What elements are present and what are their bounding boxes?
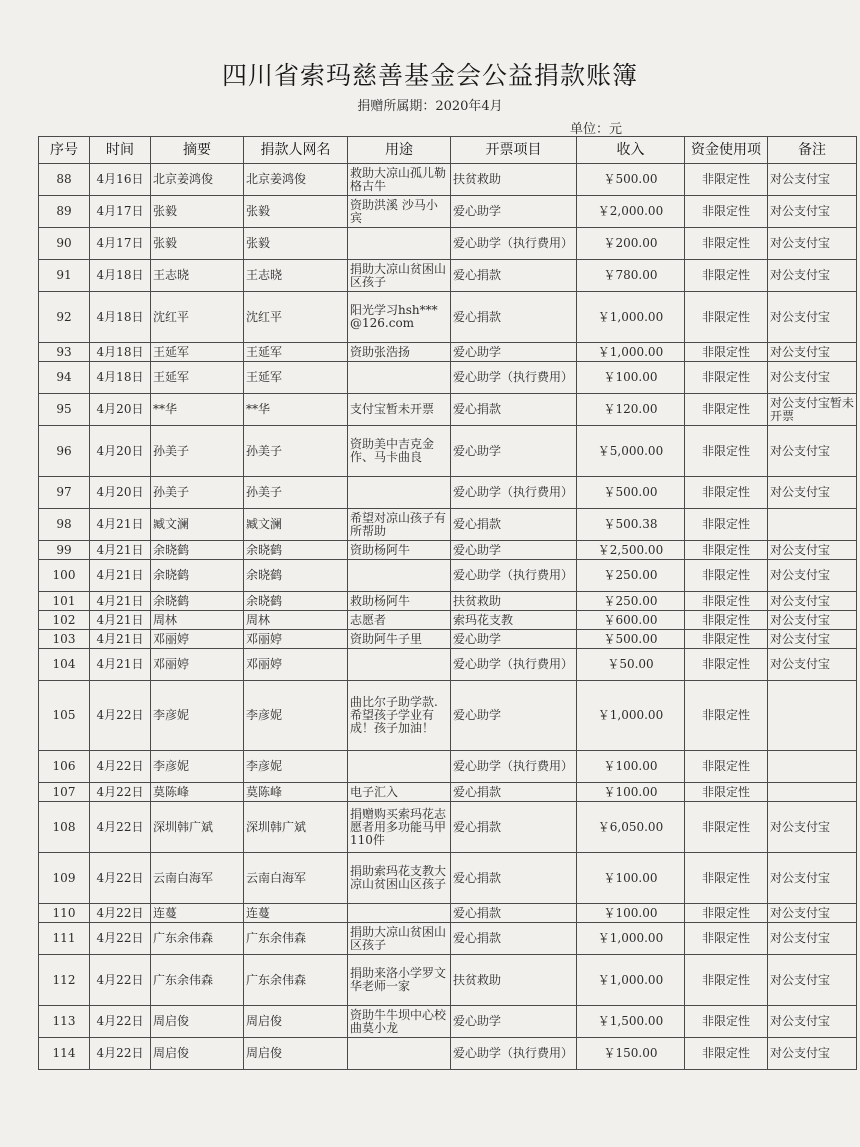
cell-usage: 非限定性 — [685, 630, 768, 649]
cell-summary: 王志晓 — [151, 260, 244, 292]
cell-usage: 非限定性 — [685, 649, 768, 681]
cell-amount: ￥600.00 — [577, 611, 685, 630]
cell-no: 111 — [39, 923, 90, 955]
cell-donor: 莫陈峰 — [244, 783, 348, 802]
cell-donor: 臧文澜 — [244, 509, 348, 541]
cell-donor: 余晓鹤 — [244, 592, 348, 611]
cell-summary: 王延军 — [151, 343, 244, 362]
table-row — [39, 477, 857, 509]
cell-invoice-item: 爱心助学 — [451, 541, 577, 560]
cell-remark: 对公支付宝 — [768, 260, 857, 292]
cell-remark — [768, 783, 857, 802]
cell-remark: 对公支付宝暂未开票 — [768, 394, 857, 426]
cell-purpose — [348, 649, 451, 681]
cell-invoice-item: 爱心助学 — [451, 681, 577, 751]
cell-amount: ￥500.00 — [577, 630, 685, 649]
cell-invoice-item: 爱心捐款 — [451, 783, 577, 802]
cell-remark: 对公支付宝 — [768, 1038, 857, 1070]
cell-usage: 非限定性 — [685, 292, 768, 343]
cell-donor: 李彦妮 — [244, 681, 348, 751]
cell-purpose — [348, 477, 451, 509]
cell-date: 4月22日 — [90, 904, 151, 923]
table-row — [39, 362, 857, 394]
cell-no: 101 — [39, 592, 90, 611]
cell-donor: 深圳韩广斌 — [244, 802, 348, 853]
cell-invoice-item: 爱心助学 — [451, 343, 577, 362]
column-header-summary: 摘要 — [151, 137, 244, 164]
cell-usage: 非限定性 — [685, 362, 768, 394]
cell-usage: 非限定性 — [685, 681, 768, 751]
cell-date: 4月21日 — [90, 649, 151, 681]
page-title: 四川省索玛慈善基金会公益捐款账簿 — [221, 61, 638, 90]
cell-summary: 深圳韩广斌 — [151, 802, 244, 853]
cell-usage: 非限定性 — [685, 802, 768, 853]
cell-remark: 对公支付宝 — [768, 362, 857, 394]
cell-invoice-item: 爱心助学（执行费用） — [451, 649, 577, 681]
cell-summary: **华 — [151, 394, 244, 426]
cell-usage: 非限定性 — [685, 509, 768, 541]
cell-summary: 连蔓 — [151, 904, 244, 923]
cell-amount: ￥250.00 — [577, 560, 685, 592]
cell-invoice-item: 索玛花支教 — [451, 611, 577, 630]
cell-amount: ￥1,500.00 — [577, 1006, 685, 1038]
cell-remark: 对公支付宝 — [768, 228, 857, 260]
cell-amount: ￥6,050.00 — [577, 802, 685, 853]
cell-usage: 非限定性 — [685, 196, 768, 228]
cell-usage: 非限定性 — [685, 228, 768, 260]
cell-remark: 对公支付宝 — [768, 802, 857, 853]
cell-purpose — [348, 560, 451, 592]
period-label: 捐赠所属期：2020年4月 — [357, 99, 503, 114]
table-row — [39, 394, 857, 426]
cell-usage: 非限定性 — [685, 343, 768, 362]
cell-date: 4月22日 — [90, 955, 151, 1006]
cell-usage: 非限定性 — [685, 426, 768, 477]
cell-summary: 北京姜鸿俊 — [151, 164, 244, 196]
cell-invoice-item: 爱心助学（执行费用） — [451, 477, 577, 509]
cell-date: 4月21日 — [90, 509, 151, 541]
cell-purpose: 捐助大凉山贫困山区孩子 — [348, 923, 451, 955]
table-header-row — [39, 137, 857, 164]
cell-usage: 非限定性 — [685, 541, 768, 560]
cell-usage: 非限定性 — [685, 592, 768, 611]
cell-donor: 周启俊 — [244, 1006, 348, 1038]
table-row — [39, 260, 857, 292]
cell-amount: ￥1,000.00 — [577, 292, 685, 343]
cell-purpose — [348, 228, 451, 260]
cell-no: 88 — [39, 164, 90, 196]
cell-invoice-item: 爱心助学 — [451, 630, 577, 649]
cell-date: 4月22日 — [90, 681, 151, 751]
cell-date: 4月22日 — [90, 751, 151, 783]
cell-date: 4月22日 — [90, 783, 151, 802]
cell-donor: **华 — [244, 394, 348, 426]
cell-usage: 非限定性 — [685, 904, 768, 923]
cell-donor: 余晓鹤 — [244, 560, 348, 592]
cell-no: 99 — [39, 541, 90, 560]
table-row — [39, 1038, 857, 1070]
cell-amount: ￥100.00 — [577, 751, 685, 783]
cell-purpose: 捐助大凉山贫困山区孩子 — [348, 260, 451, 292]
cell-summary: 莫陈峰 — [151, 783, 244, 802]
cell-invoice-item: 爱心捐款 — [451, 802, 577, 853]
cell-remark: 对公支付宝 — [768, 477, 857, 509]
cell-date: 4月16日 — [90, 164, 151, 196]
cell-summary: 周林 — [151, 611, 244, 630]
table-row — [39, 630, 857, 649]
donation-ledger-table — [38, 136, 857, 1070]
cell-purpose: 捐助来洛小学罗文华老师一家 — [348, 955, 451, 1006]
cell-amount: ￥150.00 — [577, 1038, 685, 1070]
table-row — [39, 649, 857, 681]
cell-summary: 余晓鹤 — [151, 592, 244, 611]
cell-summary: 臧文澜 — [151, 509, 244, 541]
cell-summary: 余晓鹤 — [151, 541, 244, 560]
cell-invoice-item: 爱心助学（执行费用） — [451, 751, 577, 783]
cell-date: 4月22日 — [90, 1038, 151, 1070]
cell-amount: ￥780.00 — [577, 260, 685, 292]
cell-date: 4月21日 — [90, 611, 151, 630]
cell-donor: 张毅 — [244, 196, 348, 228]
cell-invoice-item: 爱心捐款 — [451, 509, 577, 541]
cell-donor: 邓丽婷 — [244, 630, 348, 649]
cell-no: 109 — [39, 853, 90, 904]
cell-donor: 余晓鹤 — [244, 541, 348, 560]
cell-remark: 对公支付宝 — [768, 560, 857, 592]
cell-invoice-item: 爱心捐款 — [451, 923, 577, 955]
table-row — [39, 560, 857, 592]
cell-no: 114 — [39, 1038, 90, 1070]
table-row — [39, 751, 857, 783]
cell-invoice-item: 爱心助学 — [451, 1006, 577, 1038]
cell-date: 4月17日 — [90, 196, 151, 228]
cell-remark: 对公支付宝 — [768, 196, 857, 228]
cell-no: 112 — [39, 955, 90, 1006]
cell-amount: ￥1,000.00 — [577, 343, 685, 362]
cell-purpose: 资助阿牛子里 — [348, 630, 451, 649]
cell-date: 4月21日 — [90, 592, 151, 611]
cell-no: 97 — [39, 477, 90, 509]
cell-usage: 非限定性 — [685, 783, 768, 802]
cell-purpose: 资助牛牛坝中心校 曲莫小龙 — [348, 1006, 451, 1038]
cell-donor: 云南白海军 — [244, 853, 348, 904]
cell-invoice-item: 爱心助学 — [451, 196, 577, 228]
cell-usage: 非限定性 — [685, 611, 768, 630]
column-header-amount: 收入 — [577, 137, 685, 164]
cell-purpose: 电子汇入 — [348, 783, 451, 802]
table-row — [39, 681, 857, 751]
cell-invoice-item: 爱心捐款 — [451, 904, 577, 923]
cell-remark: 对公支付宝 — [768, 853, 857, 904]
unit-label: 单位：元 — [570, 122, 623, 137]
cell-usage: 非限定性 — [685, 1038, 768, 1070]
column-header-donor: 捐款人网名 — [244, 137, 348, 164]
cell-summary: 周启俊 — [151, 1038, 244, 1070]
cell-remark — [768, 751, 857, 783]
cell-donor: 沈红平 — [244, 292, 348, 343]
table-row — [39, 853, 857, 904]
cell-purpose: 阳光学习hsh***@126.com — [348, 292, 451, 343]
cell-amount: ￥200.00 — [577, 228, 685, 260]
cell-date: 4月17日 — [90, 228, 151, 260]
cell-invoice-item: 扶贫救助 — [451, 955, 577, 1006]
cell-remark — [768, 681, 857, 751]
cell-invoice-item: 爱心助学（执行费用） — [451, 228, 577, 260]
cell-donor: 张毅 — [244, 228, 348, 260]
cell-date: 4月18日 — [90, 260, 151, 292]
cell-remark: 对公支付宝 — [768, 955, 857, 1006]
table-row — [39, 292, 857, 343]
cell-donor: 连蔓 — [244, 904, 348, 923]
cell-amount: ￥2,500.00 — [577, 541, 685, 560]
cell-remark: 对公支付宝 — [768, 1006, 857, 1038]
table-row — [39, 802, 857, 853]
table-row — [39, 955, 857, 1006]
cell-no: 113 — [39, 1006, 90, 1038]
cell-amount: ￥120.00 — [577, 394, 685, 426]
cell-no: 94 — [39, 362, 90, 394]
column-header-date: 时间 — [90, 137, 151, 164]
cell-summary: 王延军 — [151, 362, 244, 394]
table-row — [39, 228, 857, 260]
table-row — [39, 343, 857, 362]
cell-amount: ￥100.00 — [577, 783, 685, 802]
cell-date: 4月20日 — [90, 477, 151, 509]
table-row — [39, 426, 857, 477]
cell-no: 98 — [39, 509, 90, 541]
cell-no: 106 — [39, 751, 90, 783]
cell-donor: 王志晓 — [244, 260, 348, 292]
cell-date: 4月22日 — [90, 923, 151, 955]
table-row — [39, 904, 857, 923]
cell-date: 4月22日 — [90, 853, 151, 904]
cell-purpose: 希望对凉山孩子有所帮助 — [348, 509, 451, 541]
cell-invoice-item: 爱心助学（执行费用） — [451, 1038, 577, 1070]
cell-invoice-item: 爱心捐款 — [451, 853, 577, 904]
cell-date: 4月21日 — [90, 560, 151, 592]
cell-donor: 周林 — [244, 611, 348, 630]
cell-remark: 对公支付宝 — [768, 426, 857, 477]
cell-amount: ￥100.00 — [577, 904, 685, 923]
cell-no: 110 — [39, 904, 90, 923]
cell-purpose — [348, 904, 451, 923]
cell-usage: 非限定性 — [685, 751, 768, 783]
cell-no: 105 — [39, 681, 90, 751]
column-header-invoice-item: 开票项目 — [451, 137, 577, 164]
table-row — [39, 923, 857, 955]
cell-no: 93 — [39, 343, 90, 362]
cell-invoice-item: 爱心捐款 — [451, 292, 577, 343]
cell-amount: ￥2,000.00 — [577, 196, 685, 228]
cell-no: 102 — [39, 611, 90, 630]
cell-donor: 孙美子 — [244, 426, 348, 477]
cell-summary: 沈红平 — [151, 292, 244, 343]
cell-purpose: 资助美中吉克金作、马卡曲良 — [348, 426, 451, 477]
cell-invoice-item: 爱心助学（执行费用） — [451, 560, 577, 592]
cell-amount: ￥1,000.00 — [577, 923, 685, 955]
cell-amount: ￥50.00 — [577, 649, 685, 681]
cell-amount: ￥500.38 — [577, 509, 685, 541]
cell-amount: ￥100.00 — [577, 362, 685, 394]
cell-date: 4月20日 — [90, 426, 151, 477]
cell-usage: 非限定性 — [685, 560, 768, 592]
cell-purpose — [348, 751, 451, 783]
cell-date: 4月18日 — [90, 343, 151, 362]
cell-usage: 非限定性 — [685, 955, 768, 1006]
cell-date: 4月21日 — [90, 541, 151, 560]
cell-no: 96 — [39, 426, 90, 477]
cell-summary: 余晓鹤 — [151, 560, 244, 592]
cell-no: 104 — [39, 649, 90, 681]
cell-amount: ￥1,000.00 — [577, 681, 685, 751]
cell-summary: 广东余伟森 — [151, 923, 244, 955]
cell-donor: 广东余伟森 — [244, 955, 348, 1006]
cell-summary: 孙美子 — [151, 426, 244, 477]
table-body — [39, 164, 857, 1070]
cell-purpose: 资助洪溪 沙马小宾 — [348, 196, 451, 228]
table-row — [39, 783, 857, 802]
column-header-remark: 备注 — [768, 137, 857, 164]
cell-no: 91 — [39, 260, 90, 292]
cell-summary: 李彦妮 — [151, 681, 244, 751]
cell-summary: 邓丽婷 — [151, 649, 244, 681]
cell-usage: 非限定性 — [685, 260, 768, 292]
cell-usage: 非限定性 — [685, 394, 768, 426]
cell-summary: 周启俊 — [151, 1006, 244, 1038]
cell-usage: 非限定性 — [685, 923, 768, 955]
cell-remark: 对公支付宝 — [768, 611, 857, 630]
cell-invoice-item: 扶贫救助 — [451, 164, 577, 196]
cell-donor: 李彦妮 — [244, 751, 348, 783]
cell-invoice-item: 爱心助学（执行费用） — [451, 362, 577, 394]
cell-amount: ￥250.00 — [577, 592, 685, 611]
column-header-purpose: 用途 — [348, 137, 451, 164]
cell-amount: ￥500.00 — [577, 164, 685, 196]
cell-purpose: 捐助索玛花支教大凉山贫困山区孩子 — [348, 853, 451, 904]
cell-amount: ￥5,000.00 — [577, 426, 685, 477]
cell-purpose: 支付宝暂未开票 — [348, 394, 451, 426]
cell-summary: 云南白海军 — [151, 853, 244, 904]
cell-invoice-item: 爱心捐款 — [451, 260, 577, 292]
cell-remark: 对公支付宝 — [768, 592, 857, 611]
cell-summary: 李彦妮 — [151, 751, 244, 783]
cell-date: 4月22日 — [90, 1006, 151, 1038]
cell-usage: 非限定性 — [685, 853, 768, 904]
cell-date: 4月18日 — [90, 292, 151, 343]
cell-remark: 对公支付宝 — [768, 292, 857, 343]
cell-summary: 孙美子 — [151, 477, 244, 509]
cell-usage: 非限定性 — [685, 477, 768, 509]
cell-amount: ￥100.00 — [577, 853, 685, 904]
table-row — [39, 196, 857, 228]
table-row — [39, 509, 857, 541]
cell-no: 92 — [39, 292, 90, 343]
cell-donor: 邓丽婷 — [244, 649, 348, 681]
cell-purpose — [348, 362, 451, 394]
cell-purpose: 曲比尔子助学款.希望孩子学业有成！孩子加油！ — [348, 681, 451, 751]
table-row — [39, 1006, 857, 1038]
cell-remark: 对公支付宝 — [768, 904, 857, 923]
cell-remark: 对公支付宝 — [768, 923, 857, 955]
cell-purpose: 资助张浩扬 — [348, 343, 451, 362]
cell-donor: 王延军 — [244, 362, 348, 394]
cell-no: 103 — [39, 630, 90, 649]
cell-usage: 非限定性 — [685, 164, 768, 196]
cell-no: 95 — [39, 394, 90, 426]
cell-invoice-item: 爱心捐款 — [451, 394, 577, 426]
table-row — [39, 541, 857, 560]
cell-amount: ￥500.00 — [577, 477, 685, 509]
cell-no: 108 — [39, 802, 90, 853]
cell-donor: 孙美子 — [244, 477, 348, 509]
cell-no: 100 — [39, 560, 90, 592]
cell-usage: 非限定性 — [685, 1006, 768, 1038]
column-header-usage: 资金使用项 — [685, 137, 768, 164]
cell-summary: 广东余伟森 — [151, 955, 244, 1006]
cell-invoice-item: 爱心助学 — [451, 426, 577, 477]
cell-summary: 邓丽婷 — [151, 630, 244, 649]
cell-no: 89 — [39, 196, 90, 228]
cell-summary: 张毅 — [151, 196, 244, 228]
cell-date: 4月20日 — [90, 394, 151, 426]
cell-summary: 张毅 — [151, 228, 244, 260]
cell-amount: ￥1,000.00 — [577, 955, 685, 1006]
cell-purpose: 资助杨阿牛 — [348, 541, 451, 560]
cell-donor: 广东余伟森 — [244, 923, 348, 955]
table-row — [39, 164, 857, 196]
cell-date: 4月18日 — [90, 362, 151, 394]
cell-purpose: 救助大凉山孤儿勒格古牛 — [348, 164, 451, 196]
cell-purpose: 救助杨阿牛 — [348, 592, 451, 611]
cell-purpose: 捐赠购买索玛花志愿者用多功能马甲110件 — [348, 802, 451, 853]
cell-donor: 周启俊 — [244, 1038, 348, 1070]
cell-date: 4月21日 — [90, 630, 151, 649]
cell-donor: 王延军 — [244, 343, 348, 362]
cell-purpose — [348, 1038, 451, 1070]
cell-remark: 对公支付宝 — [768, 164, 857, 196]
table-row — [39, 611, 857, 630]
cell-donor: 北京姜鸿俊 — [244, 164, 348, 196]
cell-purpose: 志愿者 — [348, 611, 451, 630]
cell-date: 4月22日 — [90, 802, 151, 853]
cell-remark — [768, 509, 857, 541]
cell-remark: 对公支付宝 — [768, 649, 857, 681]
column-header-no: 序号 — [39, 137, 90, 164]
cell-no: 90 — [39, 228, 90, 260]
cell-remark: 对公支付宝 — [768, 541, 857, 560]
cell-no: 107 — [39, 783, 90, 802]
cell-remark: 对公支付宝 — [768, 630, 857, 649]
cell-remark: 对公支付宝 — [768, 343, 857, 362]
cell-invoice-item: 扶贫救助 — [451, 592, 577, 611]
table-row — [39, 592, 857, 611]
